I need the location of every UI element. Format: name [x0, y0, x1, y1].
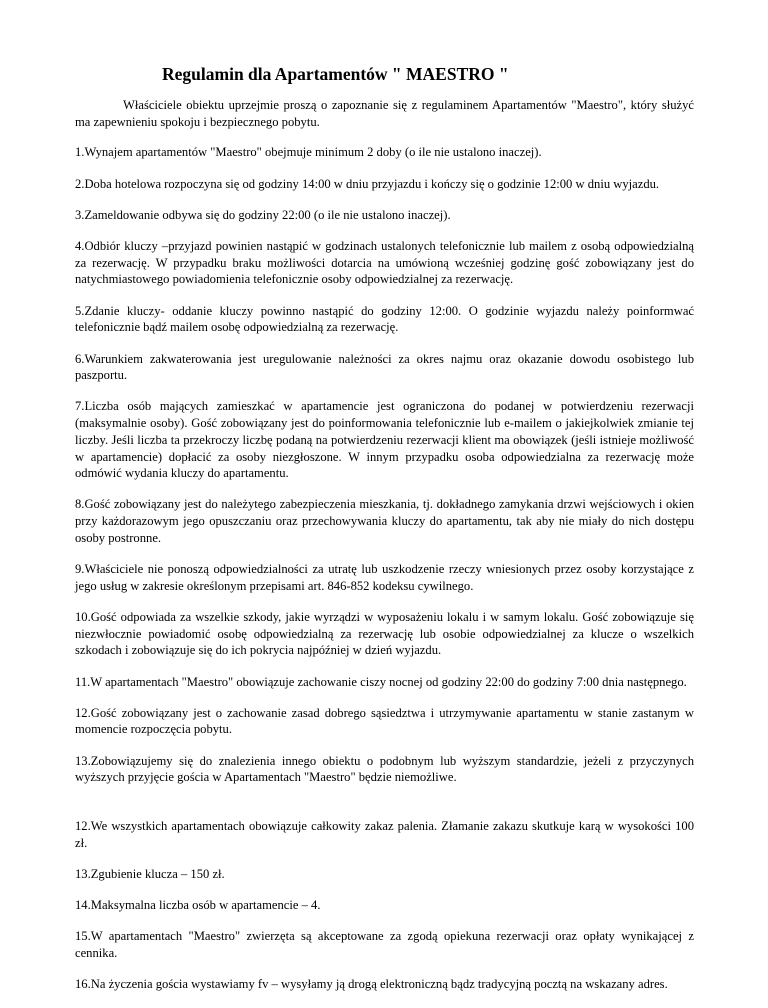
rule-16: 16.Na życzenia gościa wystawiamy fv – wysyłamy ją drogą elektroniczną bądz tradycyjną pocztą na wskazany adres.: [75, 977, 668, 992]
rule-3: 3.Zameldowanie odbywa się do godziny 22:00 (o ile nie ustalono inaczej).: [75, 207, 451, 222]
rule-14: 14.Maksymalna liczba osób w apartamencie – 4.: [75, 898, 321, 913]
document-title: Regulamin dla Apartamentów " MAESTRO ": [162, 64, 509, 84]
intro-paragraph: Właściciele obiektu uprzejmie proszą o zapoznanie się z regulaminem Apartamentów "Maestro", który służyć ma zapewnieniu spokoju i bezpiecznego pobytu.: [75, 98, 694, 129]
rule-2: 2.Doba hotelowa rozpoczyna się od godziny 14:00 w dniu przyjazdu i kończy się o godzinie 12:00 w dniu wyjazdu.: [75, 176, 660, 191]
rule-4: 4.Odbiór kluczy –przyjazd powinien nastąpić w godzinach ustalonych telefonicznie lub mailem z osobą odpowiedzialną za rezerwację. W przypadku braku możliwości dotarcia na umówioną wcześniej godzinę gość zobowiązany jest do natychmiastowego powiadomienia telefonicznie osoby odpowiedzialnej za rezerwację.: [75, 239, 694, 287]
rule-15: 15.W apartamentach "Maestro" zwierzęta są akceptowane za zgodą opiekuna rezerwacji oraz opłaty wynikającej z cennika.: [75, 929, 694, 961]
rule-13: 13.Zobowiązujemy się do znalezienia innego obiektu o podobnym lub wyższym standardzie, jeżeli z przyczynych wyższych przyjęcie gościa w Apartamentach "Maestro" będzie niemożliwe.: [75, 753, 694, 785]
rule-8: 8.Gość zobowiązany jest do należytego zabezpieczenia mieszkania, tj. dokładnego zamykania drzwi wejściowych i okien przy każdorazowym jego opuszczaniu oraz przechowywania kluczy do apartamentu, tak aby nie miały do nich dostępu osoby postronne.: [75, 497, 694, 545]
document-body: [75, 97, 694, 1008]
rule-6: 6.Warunkiem zakwaterowania jest uregulowanie należności za okres najmu oraz okazanie dowodu osobistego lub paszportu.: [75, 351, 694, 383]
rule-10: 10.Gość odpowiada za wszelkie szkody, jakie wyrządzi w wyposażeniu lokalu i w samym lokalu. Gość zobowiązuje się niezwłocznie powiadomić osobę odpowiedzialną za rezerwację lub osobie odpowiedzialnej za klucze o wszelkich szkodach i zobowiązuje się do ich pokrycia najpóźniej w dzień wyjazdu.: [75, 609, 694, 658]
rule-11: 11.W apartamentach "Maestro" obowiązuje zachowanie ciszy nocnej od godziny 22:00 do godziny 7:00 dnia następnego.: [75, 674, 687, 689]
rule-9: 9.Właściciele nie ponoszą odpowiedzialności za utratę lub uszkodzenie rzeczy wniesionych przez osoby korzystające z jego usług w zakresie określonym przepisami art. 846-852 kodeksu cywilnego.: [75, 562, 694, 593]
rule-7: 7.Liczba osób mających zamieszkać w apartamencie jest ograniczona do podanej w potwierdzeniu rezerwacji (maksymalnie osoby). Gość zobowiązany jest do poinformowania telefonicznie lub e-mailem o jakiejkolwiek zmianie tej liczby. Jeśli liczba ta przekroczy liczbę podaną na potwierdzeniu rezerwacji klient ma obowiązek (jeśli istnieje możliwość w apartamencie) dopłacić za osoby niezgłoszone. W innym przypadku osoba odpowiedzialna za rezerwację może odmówić wydania kluczy do apartamentu.: [75, 399, 694, 481]
rule-1: 1.Wynajem apartamentów "Maestro" obejmuje minimum 2 doby (o ile nie ustalono inaczej).: [75, 145, 542, 160]
rule-12: 12.Gość zobowiązany jest o zachowanie zasad dobrego sąsiedztwa i utrzymywanie apartamentu w stanie zastanym w momencie rozpoczęcia pobytu.: [75, 705, 694, 737]
rule-5: 5.Zdanie kluczy- oddanie kluczy powinno nastąpić do godziny 12:00. O godzinie wyjazdu należy poinformwać telefonicznie bądź mailem osobę odpowiedzialną za rezerwację.: [75, 303, 694, 335]
rule-12-smoking: 12.We wszystkich apartamentach obowiązuje całkowity zakaz palenia. Złamanie zakazu skutkuje karą w wysokości 100 zł.: [75, 819, 694, 850]
rule-13-lost-key: 13.Zgubienie klucza – 150 zł.: [75, 867, 225, 881]
